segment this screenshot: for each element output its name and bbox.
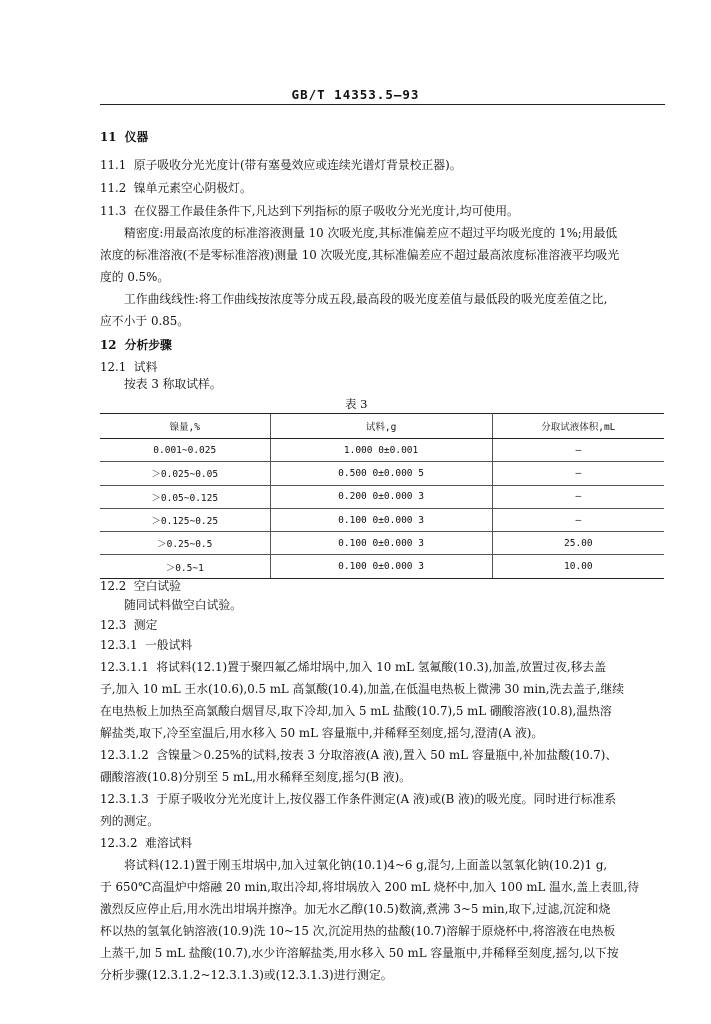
clause-12-2-text: 随同试料做空白试验。 bbox=[124, 598, 242, 612]
clause-12-3-1-1-line-1 bbox=[100, 659, 606, 675]
table-cell: ＞0.5~1 bbox=[100, 555, 270, 578]
table-cell: 0.200 0±0.000 3 bbox=[270, 485, 492, 508]
table-cell: ＞0.025~0.05 bbox=[100, 462, 270, 485]
table-row bbox=[100, 508, 664, 531]
clause-number: 12.3.1.2 bbox=[100, 748, 149, 762]
header-rule bbox=[100, 104, 665, 105]
clause-text: 将试料(12.1)置于聚四氟乙烯坩埚中,加入 10 mL 氢氟酸(10.3),加盖,放置过夜,移去盖 bbox=[156, 660, 607, 674]
table-cell: ＞0.05~0.125 bbox=[100, 485, 270, 508]
table-3-caption: 表 3 bbox=[345, 397, 368, 411]
section-12-heading bbox=[100, 337, 172, 353]
table-cell: 0.001~0.025 bbox=[100, 439, 270, 462]
standard-number-header: GB/T 14353.5—93 bbox=[291, 87, 420, 102]
clause-title: 空白试验 bbox=[133, 579, 181, 593]
clause-title: 试料 bbox=[133, 360, 158, 374]
clause-12-3-1-2-line-1 bbox=[100, 747, 617, 763]
clause-12-3-1-1-line-3: 在电热板上加热至高氯酸白烟冒尽,取下冷却,加入 5 mL 盐酸(10.7),5 mL 硼酸溶液(10.8),温热溶 bbox=[100, 704, 612, 718]
table-header-cell: 镍量,% bbox=[100, 414, 270, 439]
linearity-line-2: 应不小于 0.85。 bbox=[100, 314, 190, 328]
clause-number: 12.3.1 bbox=[100, 638, 138, 652]
clause-12-3-1-3-line-1 bbox=[100, 791, 616, 807]
clause-number: 12.3.1.1 bbox=[100, 660, 149, 674]
clause-number: 11.2 bbox=[100, 181, 127, 195]
clause-11-2 bbox=[100, 180, 252, 196]
table-cell: 1.000 0±0.001 bbox=[270, 439, 492, 462]
table-cell: 10.00 bbox=[492, 555, 664, 578]
table-cell: — bbox=[492, 462, 664, 485]
clause-12-3-2-line-2: 于 650℃高温炉中熔融 20 min,取出冷却,将坩埚放入 200 mL 烧杯中,加入 100 mL 温水,盖上表皿,待 bbox=[100, 880, 640, 894]
table-row bbox=[100, 532, 664, 555]
linearity-line-1: 工作曲线线性:将工作曲线按浓度等分成五段,最高段的吸光度差值与最低段的吸光度差值之比, bbox=[124, 292, 608, 306]
clause-text: 在仪器工作最佳条件下,凡达到下列指标的原子吸收分光光度计,均可使用。 bbox=[133, 204, 519, 218]
table-cell: ＞0.125~0.25 bbox=[100, 508, 270, 531]
table-cell: — bbox=[492, 485, 664, 508]
precision-line-2: 浓度的标准溶液(不是零标准溶液)测量 10 次吸光度,其标准偏差应不超过最高浓度标准溶液平均吸光 bbox=[100, 248, 620, 262]
clause-12-3-1-heading bbox=[100, 637, 192, 653]
section-number: 11 bbox=[100, 130, 117, 144]
section-title: 仪器 bbox=[124, 130, 149, 144]
clause-title: 一般试料 bbox=[145, 638, 193, 652]
table-header-row bbox=[100, 414, 664, 439]
clause-text: 含镍量＞0.25%的试料,按表 3 分取溶液(A 液),置入 50 mL 容量瓶中,补加盐酸(10.7)、 bbox=[156, 748, 618, 762]
clause-number: 12.3.2 bbox=[100, 836, 138, 850]
clause-text: 于原子吸收分光光度计上,按仪器工作条件测定(A 液)或(B 液)的吸光度。同时进行标准系 bbox=[156, 792, 617, 806]
table-cell: — bbox=[492, 508, 664, 531]
clause-12-1-text: 按表 3 称取试样。 bbox=[124, 377, 222, 391]
table-cell: 0.100 0±0.000 3 bbox=[270, 555, 492, 578]
section-title: 分析步骤 bbox=[124, 338, 172, 352]
table-cell: 0.100 0±0.000 3 bbox=[270, 508, 492, 531]
clause-12-3-1-3-line-2: 列的测定。 bbox=[100, 814, 159, 828]
clause-12-3-2-heading bbox=[100, 835, 192, 851]
clause-number: 11.1 bbox=[100, 158, 127, 172]
clause-12-3-heading bbox=[100, 617, 157, 633]
clause-text: 原子吸收分光光度计(带有塞曼效应或连续光谱灯背景校正器)。 bbox=[133, 158, 462, 172]
clause-title: 难溶试料 bbox=[145, 836, 193, 850]
clause-12-3-1-1-line-2: 子,加入 10 mL 王水(10.6),0.5 mL 高氯酸(10.4),加盖,在低温电热板上微沸 30 min,洗去盖子,继续 bbox=[100, 682, 624, 696]
clause-12-1-heading bbox=[100, 359, 157, 375]
clause-number: 11.3 bbox=[100, 204, 127, 218]
table-row bbox=[100, 462, 664, 485]
clause-12-3-2-line-4: 杯以热的氢氧化钠溶液(10.9)洗 10~15 次,沉淀用热的盐酸(10.7)溶解于原烧杯中,将溶液在电热板 bbox=[100, 924, 616, 938]
precision-line-1: 精密度:用最高浓度的标准溶液测量 10 次吸光度,其标准偏差应不超过平均吸光度的 1%;用最低 bbox=[124, 226, 618, 240]
precision-line-3: 度的 0.5%。 bbox=[100, 270, 170, 284]
section-number: 12 bbox=[100, 338, 117, 352]
clause-12-3-2-line-6: 分析步骤(12.3.1.2~12.3.1.3)或(12.3.1.3)进行测定。 bbox=[100, 968, 393, 982]
section-11-heading bbox=[100, 129, 148, 145]
table-cell: 0.500 0±0.000 5 bbox=[270, 462, 492, 485]
clause-number: 12.2 bbox=[100, 579, 127, 593]
table-3 bbox=[100, 413, 664, 579]
table-row bbox=[100, 439, 664, 462]
table-header-cell: 分取试液体积,mL bbox=[492, 414, 664, 439]
clause-number: 12.1 bbox=[100, 360, 127, 374]
clause-text: 镍单元素空心阴极灯。 bbox=[133, 181, 252, 195]
clause-12-3-2-line-1: 将试料(12.1)置于刚玉坩埚中,加入过氧化钠(10.1)4~6 g,混匀,上面盖以氢氧化钠(10.2)1 g, bbox=[124, 858, 608, 872]
clause-title: 测定 bbox=[133, 618, 158, 632]
table-cell: — bbox=[492, 439, 664, 462]
table-row bbox=[100, 485, 664, 508]
table-header-cell: 试料,g bbox=[270, 414, 492, 439]
clause-number: 12.3 bbox=[100, 618, 127, 632]
clause-12-3-2-line-3: 激烈反应停止后,用水洗出坩埚并擦净。加无水乙醇(10.5)数滴,煮沸 3~5 min,取下,过滤,沉淀和烧 bbox=[100, 902, 611, 916]
clause-12-2-heading bbox=[100, 578, 181, 594]
clause-12-3-1-2-line-2: 硼酸溶液(10.8)分别至 5 mL,用水稀释至刻度,摇匀(B 液)。 bbox=[100, 770, 411, 784]
table-cell: 0.100 0±0.000 3 bbox=[270, 532, 492, 555]
clause-number: 12.3.1.3 bbox=[100, 792, 149, 806]
clause-11-1 bbox=[100, 157, 462, 173]
table-row bbox=[100, 555, 664, 578]
clause-12-3-2-line-5: 上蒸干,加 5 mL 盐酸(10.7),水少许溶解盐类,用水移入 50 mL 容量瓶中,并稀释至刻度,摇匀,以下按 bbox=[100, 946, 619, 960]
table-cell: 25.00 bbox=[492, 532, 664, 555]
clause-12-3-1-1-line-4: 解盐类,取下,冷至室温后,用水移入 50 mL 容量瓶中,并稀释至刻度,摇匀,澄清(A 液)。 bbox=[100, 726, 544, 740]
clause-11-3 bbox=[100, 203, 519, 219]
table-cell: ＞0.25~0.5 bbox=[100, 532, 270, 555]
